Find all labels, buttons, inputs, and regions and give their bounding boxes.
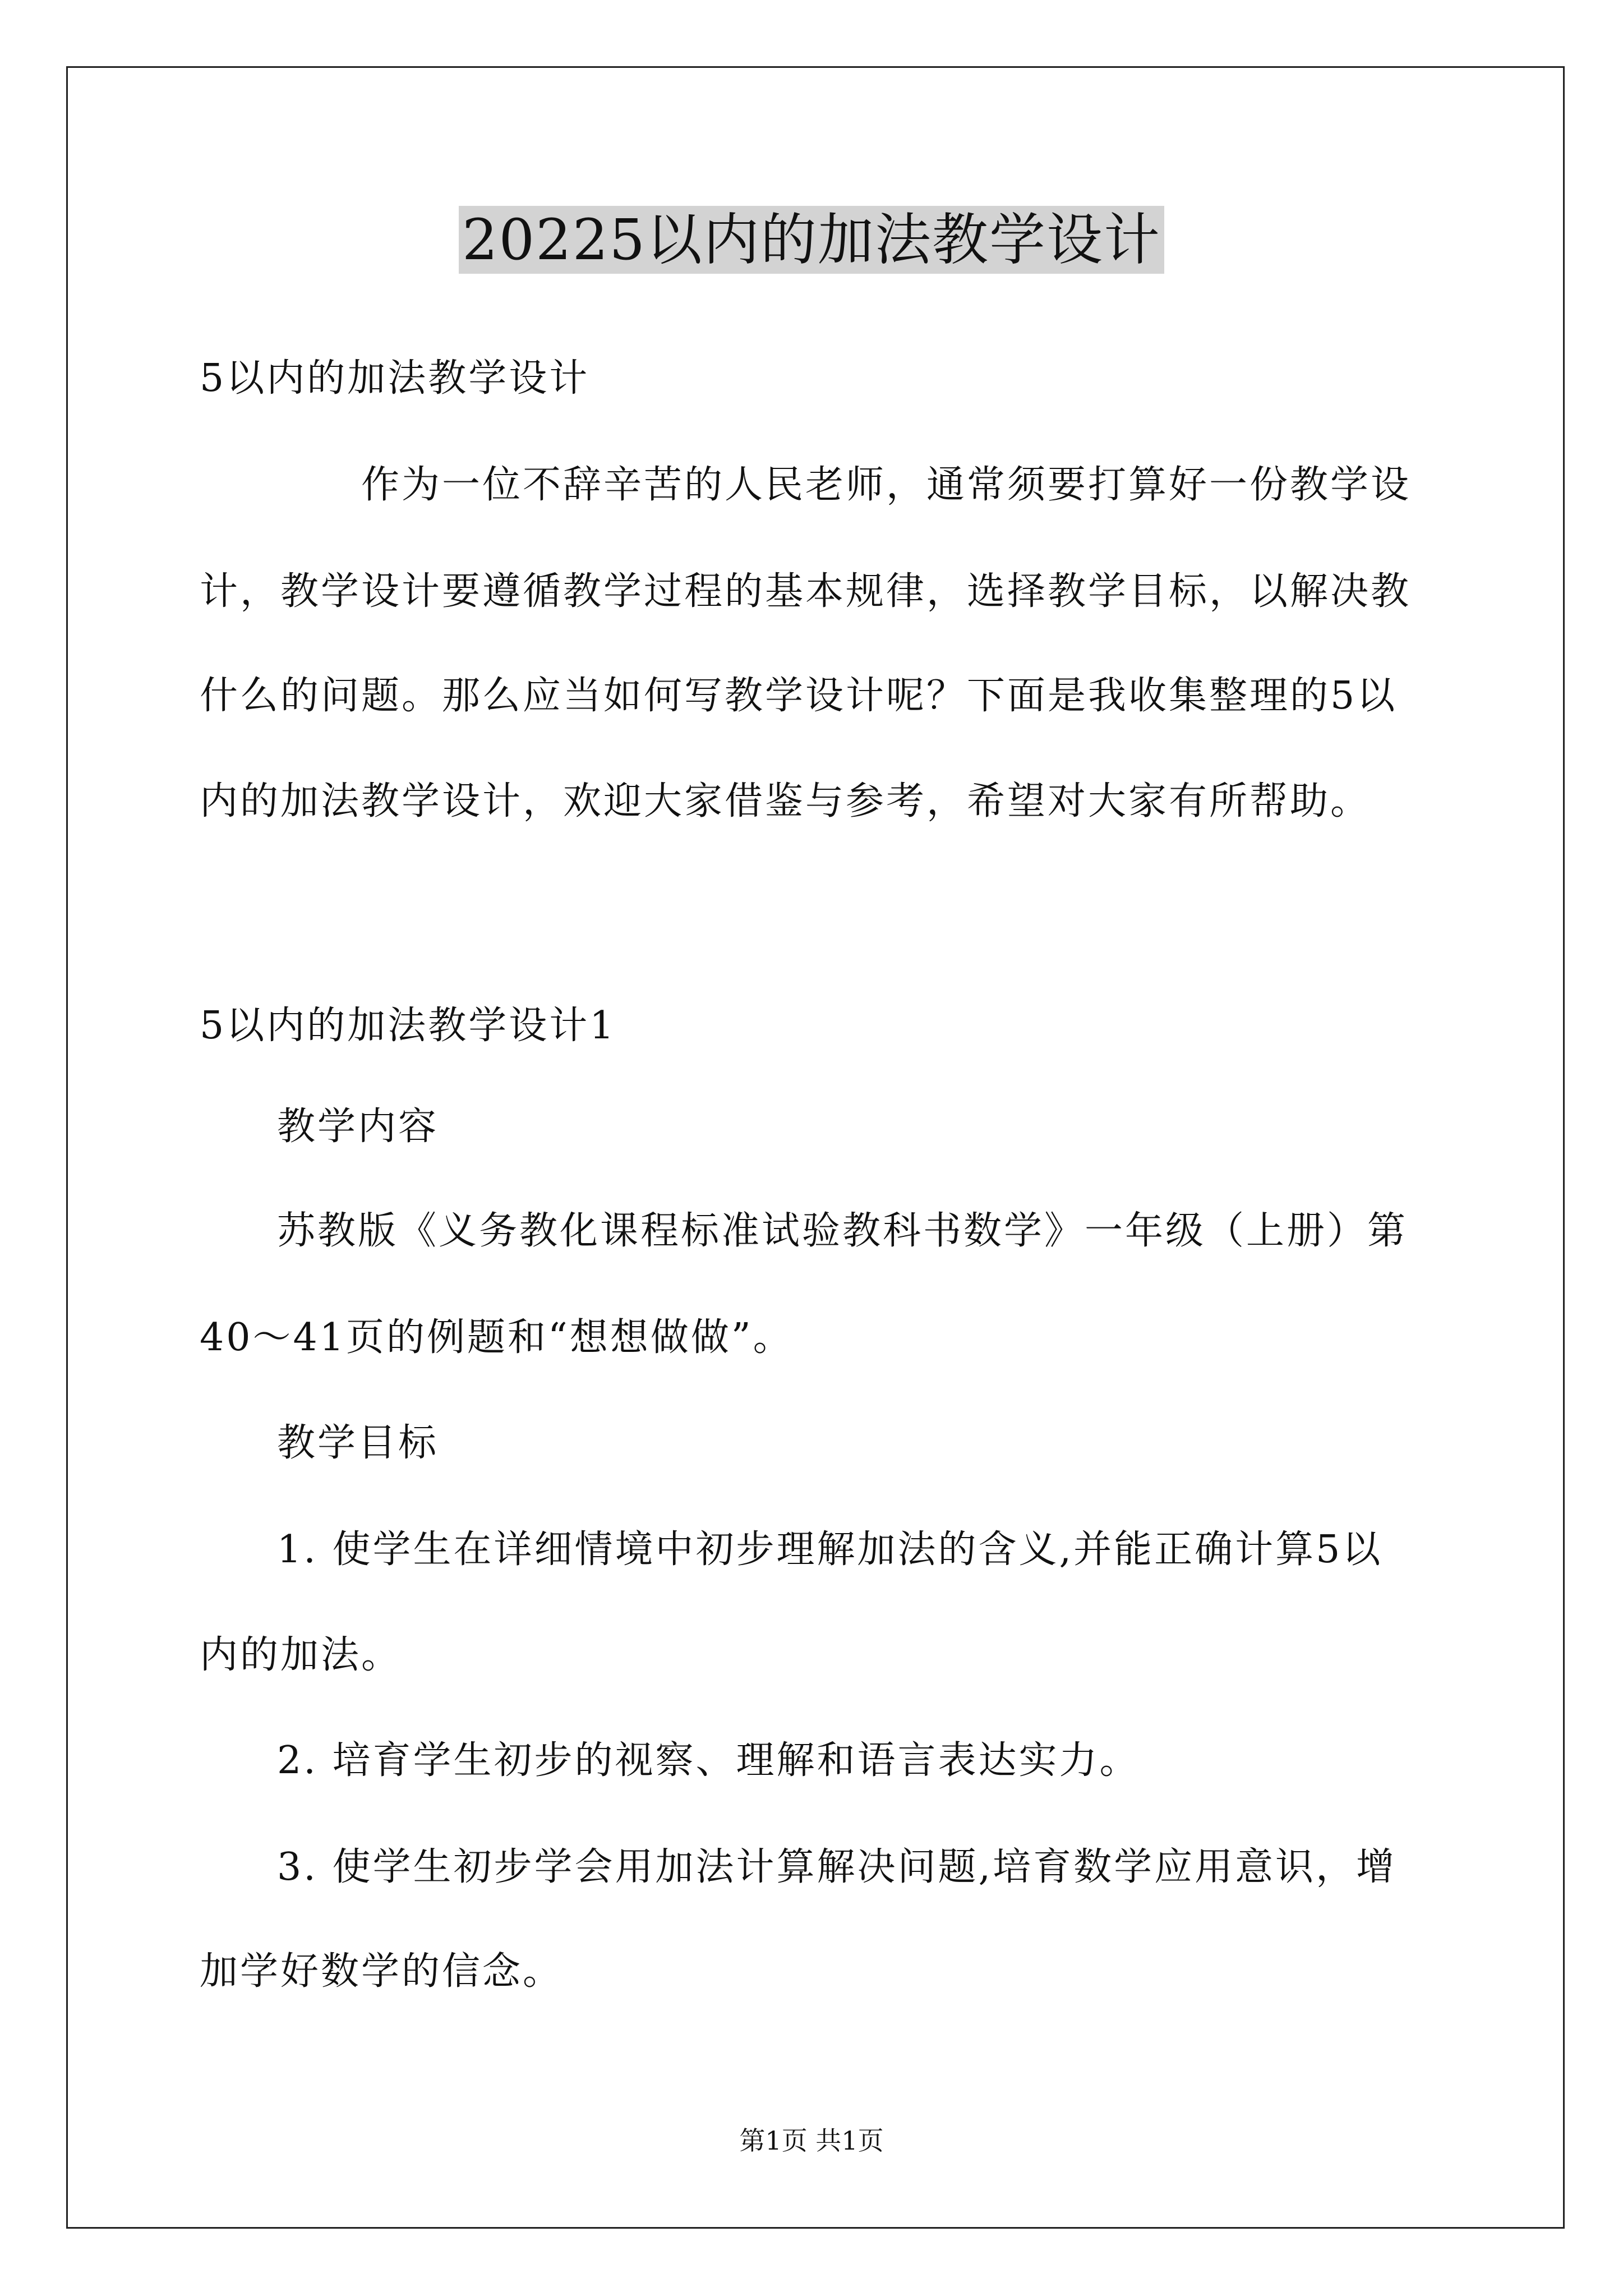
goal-line-4: 3. 使学生初步学会用加法计算解决问题,培育数学应用意识，增 <box>277 1845 1397 1889</box>
goal-line-2: 内的加法。 <box>200 1633 402 1677</box>
section-title: 5以内的加法教学设计1 <box>200 1004 616 1048</box>
content-line-1: 苏教版《义务教化课程标准试验教科书数学》一年级（上册）第 <box>277 1209 1408 1253</box>
document-title <box>0 201 1623 279</box>
goal-line-3: 2. 培育学生初步的视察、理解和语言表达实力。 <box>277 1738 1140 1783</box>
content-line-2: 40～41页的例题和“想想做做”。 <box>200 1315 794 1360</box>
page-footer: 第1页 共1页 <box>739 2125 884 2156</box>
intro-line-2: 计，教学设计要遵循教学过程的基本规律，选择教学目标，以解决教 <box>200 569 1412 614</box>
goal-line-5: 加学好数学的信念。 <box>200 1949 564 1994</box>
intro-line-4: 内的加法教学设计，欢迎大家借鉴与参考，希望对大家有所帮助。 <box>200 779 1371 823</box>
intro-line-1: 作为一位不辞辛苦的人民老师，通常须要打算好一份教学设 <box>361 463 1412 507</box>
subtitle: 5以内的加法教学设计 <box>200 356 590 401</box>
goals-heading: 教学目标 <box>277 1421 439 1465</box>
goal-line-1: 1. 使学生在详细情境中初步理解加法的含义,并能正确计算5以 <box>277 1527 1383 1572</box>
intro-line-3: 什么的问题。那么应当如何写教学设计呢？下面是我收集整理的5以 <box>200 674 1398 718</box>
document-title-text: 20225以内的加法教学设计 <box>459 206 1164 274</box>
content-heading: 教学内容 <box>277 1105 439 1149</box>
